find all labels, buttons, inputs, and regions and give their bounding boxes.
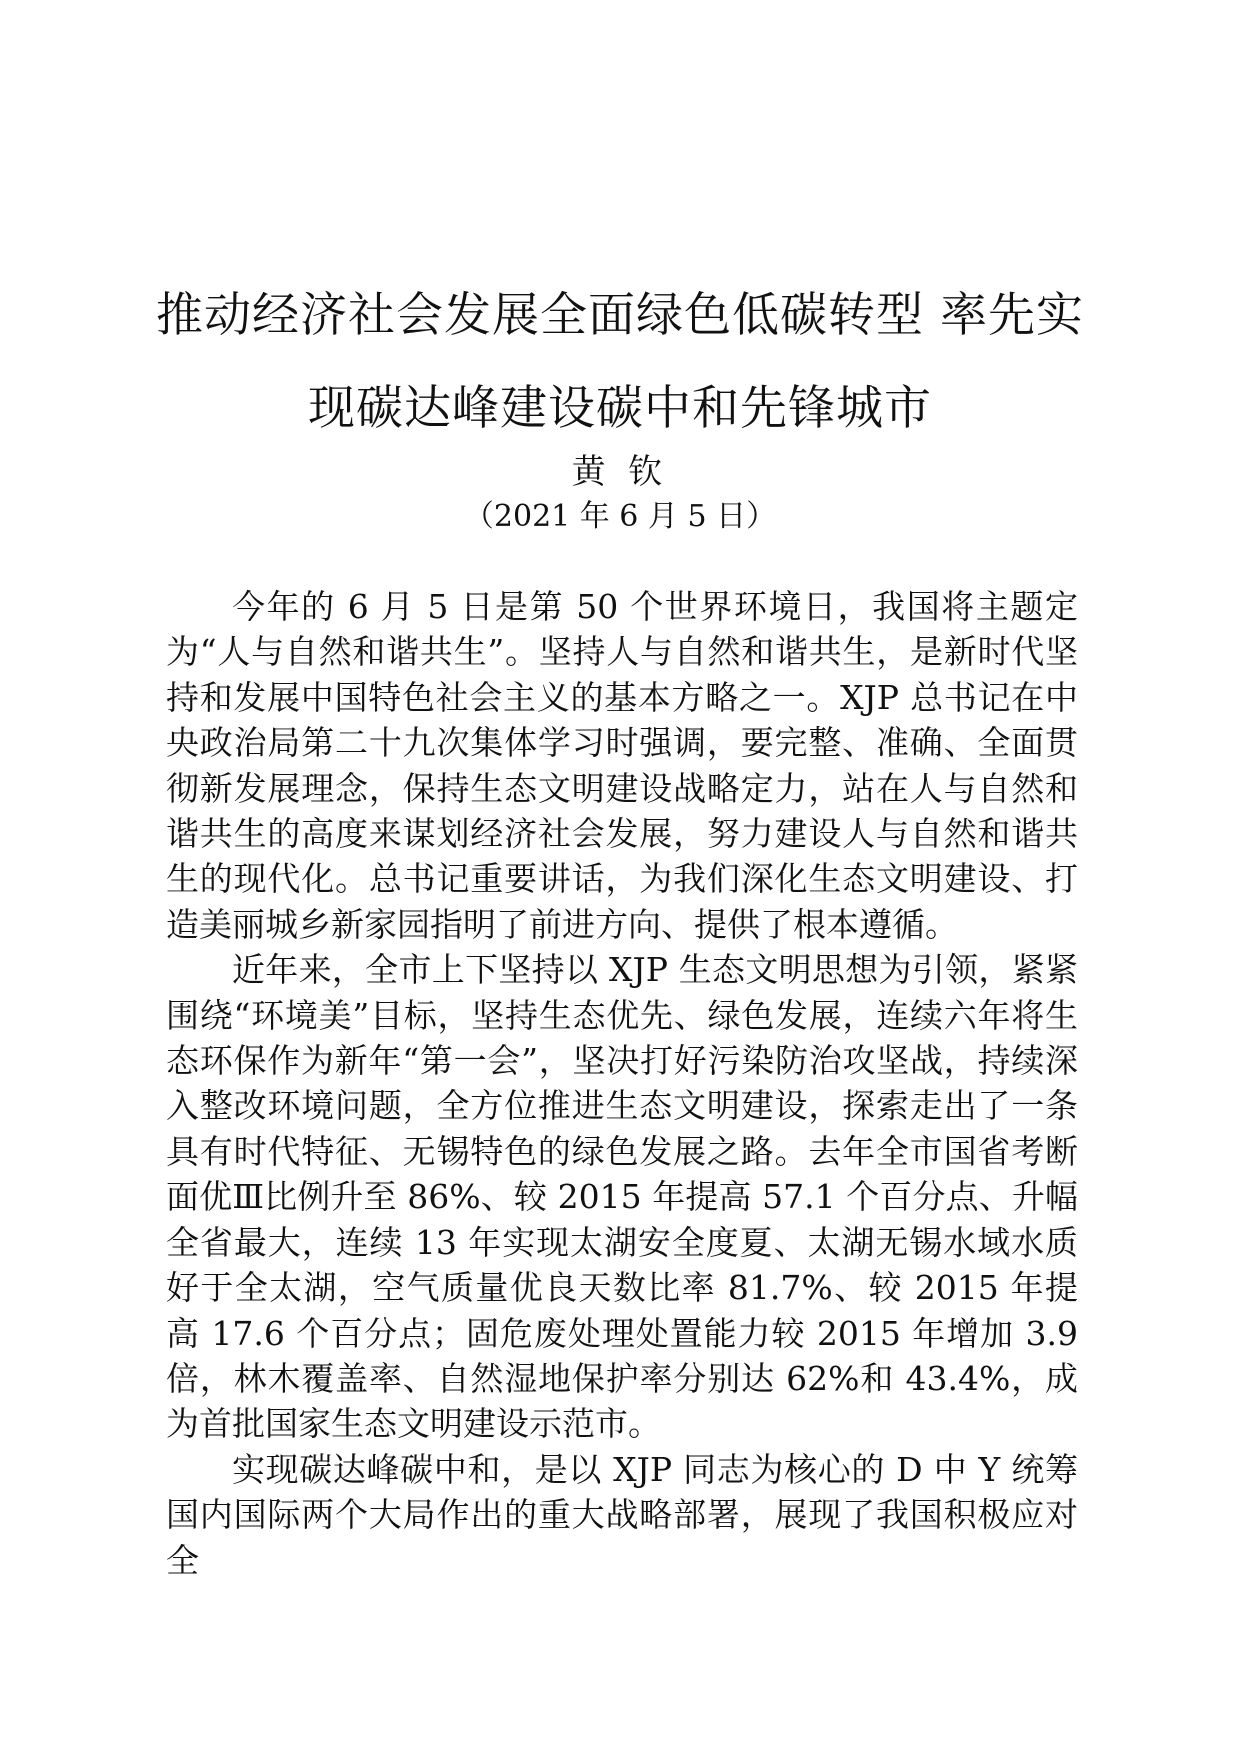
publication-date: （2021 年 6 月 5 日） — [463, 499, 777, 534]
paragraph: 今年的 6 月 5 日是第 50 个世界环境日，我国将主题定为“人与自然和谐共生”。坚持人与自然和谐共生，是新时代坚持和发展中国特色社会主义的基本方略之一。XJP 总书记在中央政治局第二十九次集体学习时强调，要完整、准确、全面贯彻新发展理念，保持生态文明建设战略定力，站在人与自然和谐共生的高度来谋划经济社会发展，努力建设人与自然和谐共生的现代化。总书记重要讲话，为我们深化生态文明建设、打造美丽城乡新家园指明了前进方向、提供了根本遵循。 — [166, 587, 1078, 944]
paragraph: 实现碳达峰碳中和，是以 XJP 同志为核心的 D 中 Y 统筹国内国际两个大局作出的重大战略部署，展现了我国积极应对全 — [166, 1449, 1078, 1580]
document-body — [166, 584, 1078, 1583]
document-title-line-1: 推动经济社会发展全面绿色低碳转型 率先实 — [156, 288, 1084, 343]
author-name: 黄 钦 — [571, 452, 669, 492]
paragraph: 近年来，全市上下坚持以 XJP 生态文明思想为引领，紧紧围绕“环境美”目标，坚持生态优先、绿色发展，连续六年将生态环保作为新年“第一会”，坚决打好污染防治攻坚战，持续深入整改环境问题，全方位推进生态文明建设，探索走出了一条具有时代特征、无锡特色的绿色发展之路。去年全市国省考断面优Ⅲ比例升至 86%、较 2015 年提高 57.1 个百分点、升幅全省最大，连续 13 年实现太湖安全度夏、太湖无锡水域水质好于全太湖，空气质量优良天数比率 81.7%、较 2015 年提高 17.6 个百分点；固危废处理处置能力较 2015 年增加 3.9 倍，林木覆盖率、自然湿地保护率分别达 62%和 43.4%，成为首批国家生态文明建设示范市。 — [166, 950, 1078, 1444]
document-title-line-2: 现碳达峰建设碳中和先锋城市 — [308, 381, 932, 436]
